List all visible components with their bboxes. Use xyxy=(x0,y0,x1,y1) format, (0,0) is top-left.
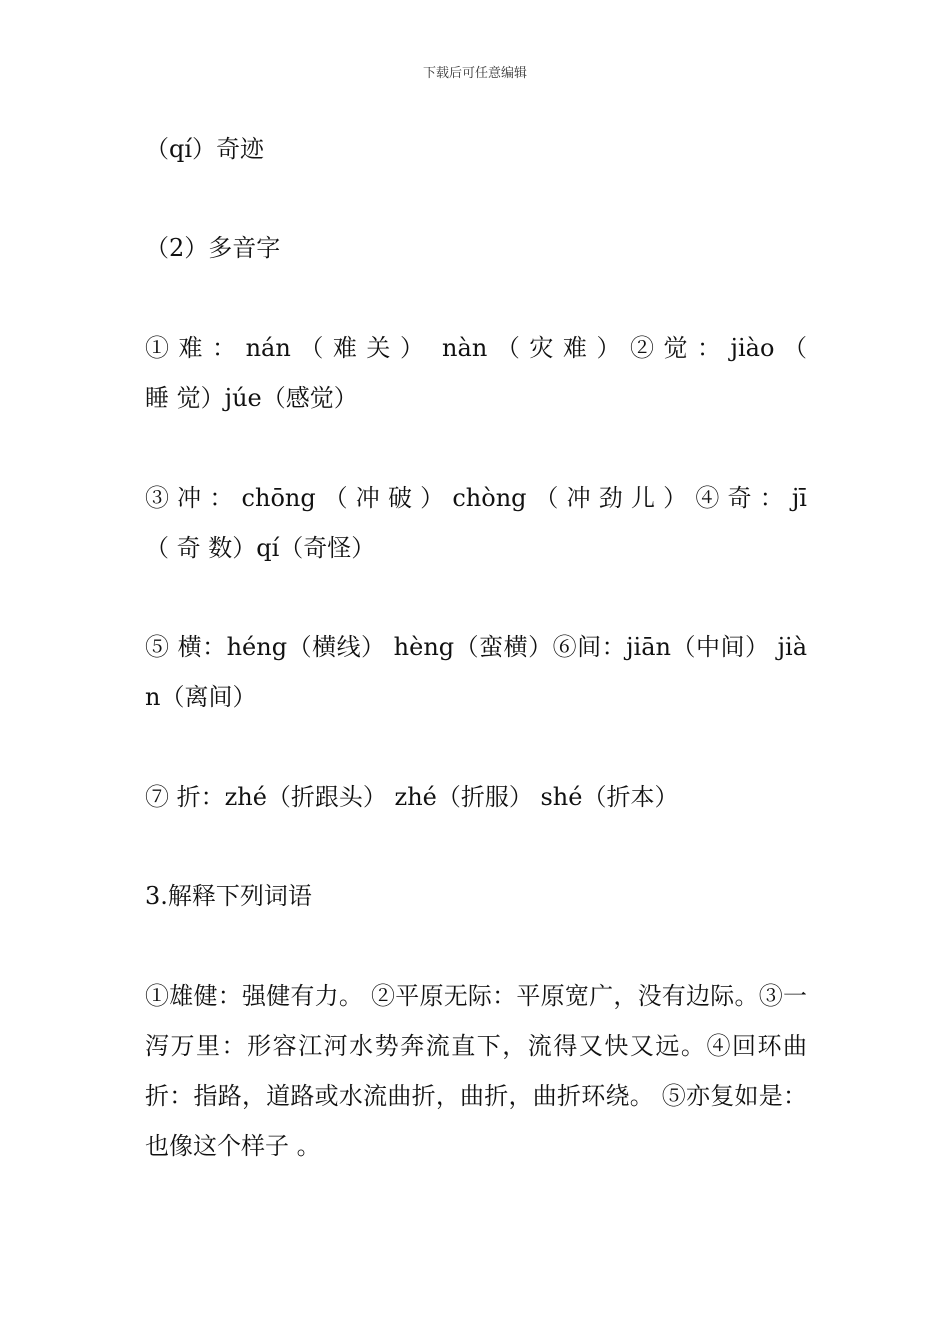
word-definitions: ①雄健：强健有力。 ②平原无际：平原宽广，没有边际。③一泻万里：形容江河水势奔流直下，流得又快又远。④回环曲折：指路，道路或水流曲折，曲折，曲折环绕。 ⑤亦复如是：也像这个样子 。 xyxy=(145,982,807,1160)
polyphone-item-7: ⑦ 折：zhé（折跟头） zhé（折服） shé（折本） xyxy=(145,783,679,811)
section-heading-polyphones: （2）多音字 xyxy=(145,234,281,262)
polyphone-items-3-4: ③ 冲 ： chōng （ 冲 破 ） chòng （ 冲 劲 儿 ） ④ 奇 ： jī （ 奇 数）qí（奇怪） xyxy=(145,484,815,562)
page-header-note: 下载后可任意编辑 xyxy=(422,66,527,81)
polyphone-items-1-2: ① 难 ： nán （ 难 关 ） nàn （ 灾 难 ） ② 觉 ： jiào （ 睡 觉）júe（感觉） xyxy=(145,334,815,412)
pinyin-qi-line: （qí）奇迹 xyxy=(145,135,265,163)
section-heading-definitions: 3.解释下列词语 xyxy=(145,882,312,910)
polyphone-items-5-6: ⑤ 横：héng（横线） hèng（蛮横）⑥间：jiān（中间） jiàn（离间） xyxy=(145,633,807,711)
